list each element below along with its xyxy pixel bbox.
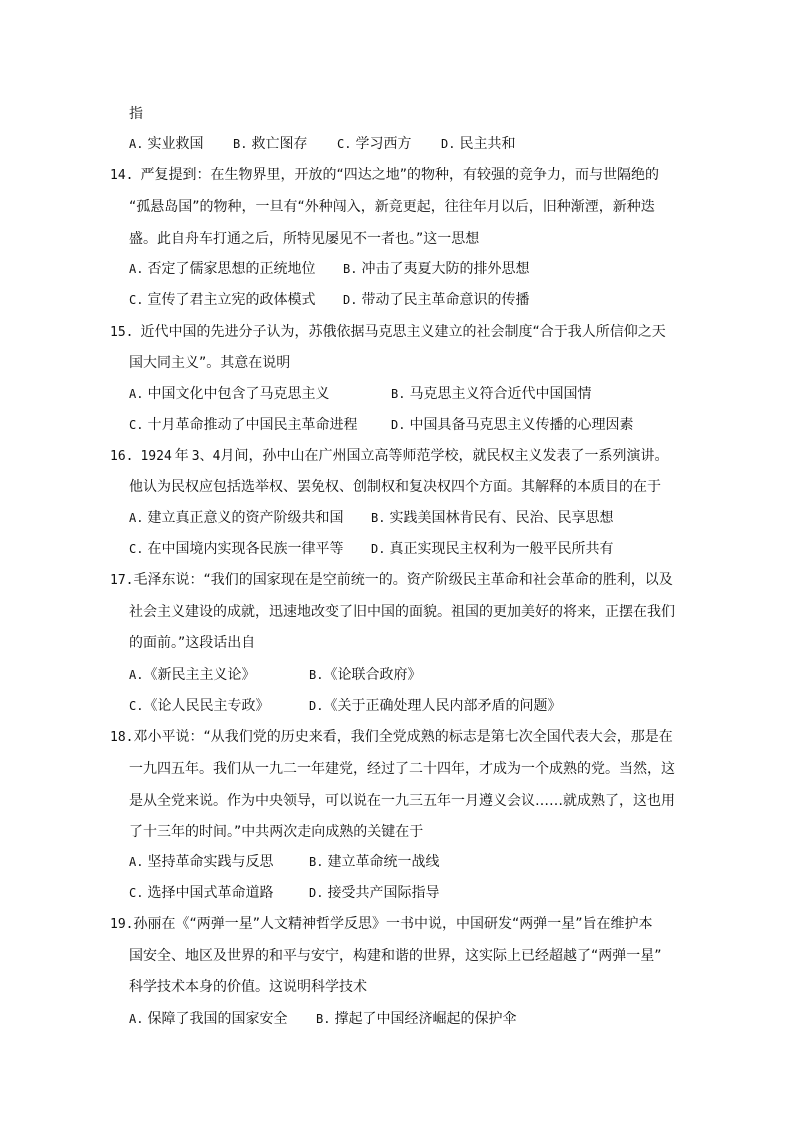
q17-option-b: B.《论联合政府》 bbox=[309, 667, 422, 683]
q13-option-a: A. 实业救国 bbox=[129, 136, 204, 152]
q15-option-d: D. 中国具备马克思主义传播的心理因素 bbox=[391, 417, 634, 433]
q19-option-a: A. 保障了我国的国家安全 bbox=[129, 1011, 288, 1027]
q19-number: 19. bbox=[110, 917, 134, 932]
q16-option-b: B. 实践美国林肯民有、民治、民享思想 bbox=[371, 510, 614, 526]
q15-number: 15. bbox=[110, 325, 134, 340]
q17-stem-line-3: 的面前。”这段话出自 bbox=[129, 635, 256, 651]
q15-stem-line-1: 15. 近代中国的先进分子认为，苏俄依据马克思主义建立的社会制度“合于我人所信仰之天 bbox=[110, 324, 666, 340]
q13-option-c: C. 学习西方 bbox=[337, 136, 412, 152]
q16-stem-line-1: 16. 1924 年 3、4月间，孙中山在广州国立高等师范学校，就民权主义发表了一系列演讲。 bbox=[110, 448, 669, 464]
q14-stem-line-3: 盛。此自舟车打通之后，所特见屡见不一者也。”这一思想 bbox=[129, 231, 480, 247]
q13-option-d: D. 民主共和 bbox=[441, 136, 516, 152]
q18-option-c: C. 选择中国式革命道路 bbox=[129, 885, 274, 901]
q15-option-a: A. 中国文化中包含了马克思主义 bbox=[129, 386, 330, 402]
q19-stem-line-3: 科学技术本身的价值。这说明科学技术 bbox=[129, 979, 367, 995]
q16-option-a: A. 建立真正意义的资产阶级共和国 bbox=[129, 510, 344, 526]
q13-option-b: B. 救亡图存 bbox=[233, 136, 308, 152]
q17-option-a: A.《新民主主义论》 bbox=[129, 667, 256, 683]
q14-stem-line-2: “孤悬岛国”的物种，一旦有“外种闯入，新竞更起，往往年月以后，旧种渐湮，新种迭 bbox=[129, 199, 655, 215]
q13-continuation: 指 bbox=[129, 106, 143, 122]
q14-option-c: C. 宣传了君主立宪的政体模式 bbox=[129, 292, 316, 308]
q18-stem-line-4: 了十三年的时间。”中共两次走向成熟的关键在于 bbox=[129, 824, 424, 840]
q17-option-d: D.《关于正确处理人民内部矛盾的问题》 bbox=[309, 698, 562, 714]
q14-option-a: A. 否定了儒家思想的正统地位 bbox=[129, 261, 316, 277]
q17-number: 17. bbox=[110, 573, 134, 588]
q17-option-c: C.《论人民民主专政》 bbox=[129, 698, 270, 714]
q17-stem-line-2: 社会主义建设的成就，迅速地改变了旧中国的面貌。祖国的更加美好的将来，正摆在我们 bbox=[129, 604, 675, 620]
q19-option-b: B. 撑起了中国经济崛起的保护伞 bbox=[316, 1011, 517, 1027]
q14-option-d: D. 带动了民主革命意识的传播 bbox=[343, 292, 530, 308]
q18-stem-line-1: 18.邓小平说：“从我们党的历史来看，我们全党成熟的标志是第七次全国代表大会，那是在 bbox=[110, 729, 673, 745]
q18-stem-line-3: 是从全党来说。作为中央领导，可以说在一九三五年一月遵义会议……就成熟了，这也用 bbox=[129, 793, 675, 809]
q19-stem-line-1: 19.孙丽在《“两弹一星”人文精神哲学反思》一书中说，中国研发“两弹一星”旨在维护本 bbox=[110, 916, 653, 932]
q18-option-d: D. 接受共产国际指导 bbox=[309, 885, 440, 901]
q14-number: 14. bbox=[110, 168, 134, 183]
q15-option-b: B. 马克思主义符合近代中国国情 bbox=[391, 386, 592, 402]
q16-stem-line-2: 他认为民权应包括选举权、罢免权、创制权和复决权四个方面。其解释的本质目的在于 bbox=[129, 479, 661, 495]
q16-option-d: D. 真正实现民主权利为一般平民所共有 bbox=[371, 541, 614, 557]
q16-number: 16. bbox=[110, 449, 134, 464]
q17-stem-line-1: 17.毛泽东说：“我们的国家现在是空前统一的。资产阶级民主革命和社会革命的胜利，以及 bbox=[110, 572, 673, 588]
q19-stem-line-2: 国安全、地区及世界的和平与安宁，构建和谐的世界，这实际上已经超越了“两弹一星” bbox=[129, 948, 662, 964]
q15-stem-line-2: 国大同主义”。其意在说明 bbox=[129, 355, 291, 371]
q18-option-b: B. 建立革命统一战线 bbox=[309, 854, 440, 870]
q18-number: 18. bbox=[110, 730, 134, 745]
q15-option-c: C. 十月革命推动了中国民主革命进程 bbox=[129, 417, 358, 433]
q18-option-a: A. 坚持革命实践与反思 bbox=[129, 854, 274, 870]
q14-stem-line-1: 14. 严复提到：在生物界里，开放的“四达之地”的物种，有较强的竞争力，而与世隔绝的 bbox=[110, 167, 659, 183]
q16-option-c: C. 在中国境内实现各民族一律平等 bbox=[129, 541, 344, 557]
q18-stem-line-2: 一九四五年。我们从一九二一年建党，经过了二十四年，才成为一个成熟的党。当然，这 bbox=[129, 761, 675, 777]
q14-option-b: B. 冲击了夷夏大防的排外思想 bbox=[343, 261, 530, 277]
